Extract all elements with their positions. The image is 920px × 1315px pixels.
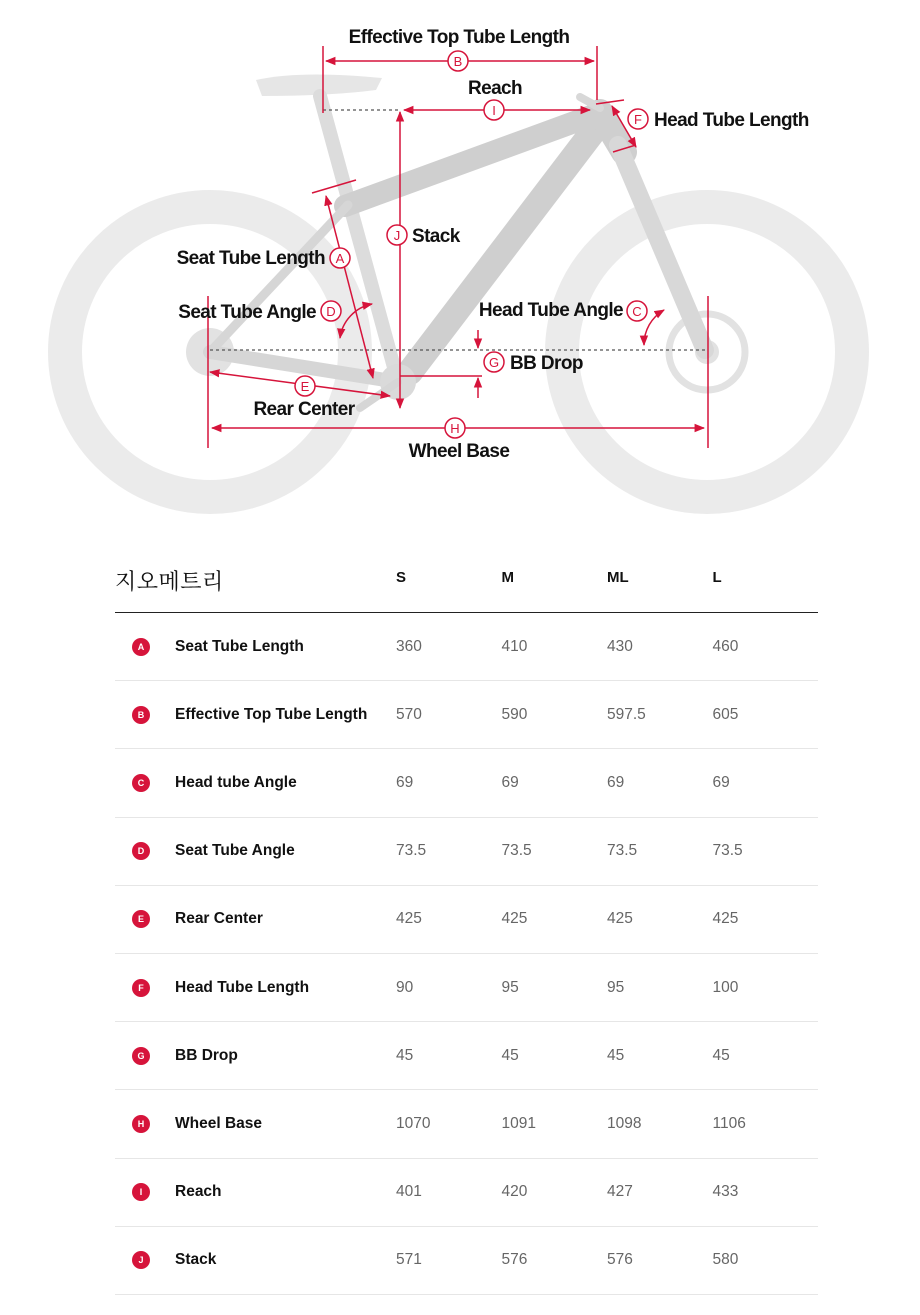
row-value-cell: 410 (501, 637, 528, 655)
row-measurement-name: Reach (175, 1183, 222, 1201)
row-value-cell: 460 (712, 637, 739, 655)
row-value-cell: 45 (396, 1046, 414, 1064)
table-body (115, 613, 818, 1295)
row-value-cell: 95 (607, 978, 625, 996)
label-stack: Stack (412, 226, 460, 247)
row-value-cell: 576 (501, 1251, 528, 1269)
svg-text:C: C (632, 304, 642, 319)
row-value-cell: 69 (501, 773, 519, 791)
label-head-tube-length: Head Tube Length (654, 110, 809, 131)
table-row (115, 818, 818, 886)
label-seat-tube-angle: Seat Tube Angle (178, 302, 316, 323)
row-measurement-name: Effective Top Tube Length (175, 705, 368, 723)
row-value-cell: 100 (712, 978, 739, 996)
svg-text:A: A (335, 251, 345, 266)
label-wheel-base: Wheel Base (408, 441, 510, 462)
bike-geometry-illustration (0, 0, 920, 520)
row-measurement-name: Head tube Angle (175, 773, 297, 791)
row-value-cell: 597.5 (607, 705, 646, 723)
row-value-cell: 360 (396, 637, 422, 655)
row-value-cell: 69 (607, 773, 625, 791)
label-seat-tube-length: Seat Tube Length (176, 248, 325, 269)
row-letter-badge: G (132, 1047, 150, 1065)
row-letter-badge: F (132, 979, 150, 997)
col-header-s: S (396, 568, 407, 586)
svg-text:I: I (492, 103, 496, 118)
row-letter-badge: B (132, 706, 150, 724)
table-row (115, 613, 818, 681)
row-value-cell: 425 (501, 910, 528, 928)
label-bb-drop: BB Drop (510, 353, 583, 374)
row-value-cell: 427 (607, 1183, 633, 1201)
row-measurement-name: Rear Center (175, 910, 263, 928)
row-value-cell: 1098 (607, 1114, 642, 1132)
label-rear-center: Rear Center (253, 399, 355, 420)
row-letter-badge: H (132, 1115, 150, 1133)
row-value-cell: 69 (712, 773, 730, 791)
geometry-table (115, 548, 818, 1295)
row-measurement-name: Wheel Base (175, 1114, 263, 1132)
row-value-cell: 73.5 (501, 842, 532, 860)
row-value-cell: 433 (712, 1183, 739, 1201)
row-value-cell: 1070 (396, 1114, 431, 1132)
svg-text:F: F (634, 112, 642, 127)
row-measurement-name: Head Tube Length (175, 978, 310, 996)
table-row (115, 1227, 818, 1295)
table-row (115, 1090, 818, 1158)
row-value-cell: 590 (501, 705, 528, 723)
row-value-cell: 401 (396, 1183, 422, 1201)
row-value-cell: 570 (396, 705, 422, 723)
row-letter-badge: I (132, 1183, 150, 1201)
svg-text:J: J (393, 228, 401, 243)
svg-text:H: H (450, 421, 460, 436)
row-letter-badge: A (132, 638, 150, 656)
row-value-cell: 576 (607, 1251, 633, 1269)
svg-text:G: G (488, 355, 500, 370)
row-value-cell: 73.5 (396, 842, 427, 860)
row-value-cell: 605 (712, 705, 739, 723)
table-row (115, 1159, 818, 1227)
label-reach: Reach (467, 78, 523, 99)
row-value-cell: 1106 (712, 1114, 746, 1132)
row-measurement-name: Stack (175, 1251, 217, 1269)
row-value-cell: 69 (396, 773, 414, 791)
row-measurement-name: BB Drop (175, 1046, 238, 1064)
row-value-cell: 425 (396, 910, 422, 928)
row-value-cell: 95 (501, 978, 519, 996)
svg-text:D: D (326, 304, 336, 319)
col-header-ml: ML (607, 568, 629, 586)
table-row (115, 886, 818, 954)
col-header-l: L (712, 568, 722, 586)
row-value-cell: 425 (712, 910, 739, 928)
table-title: 지오메트리 (115, 568, 224, 594)
row-value-cell: 73.5 (712, 842, 743, 860)
table-header (115, 548, 818, 613)
geometry-diagram (0, 0, 920, 520)
row-value-cell: 430 (607, 637, 633, 655)
row-value-cell: 45 (712, 1046, 730, 1064)
row-letter-badge: D (132, 842, 150, 860)
svg-text:E: E (300, 379, 310, 394)
row-value-cell: 580 (712, 1251, 739, 1269)
row-value-cell: 1091 (501, 1114, 536, 1132)
row-letter-badge: E (132, 910, 150, 928)
row-measurement-name: Seat Tube Angle (175, 842, 295, 860)
row-value-cell: 425 (607, 910, 633, 928)
table-row (115, 749, 818, 817)
row-value-cell: 90 (396, 978, 414, 996)
row-measurement-name: Seat Tube Length (175, 637, 304, 655)
label-effective-top-tube-length: Effective Top Tube Length (348, 27, 570, 48)
row-letter-badge: J (132, 1251, 150, 1269)
row-value-cell: 571 (396, 1251, 422, 1269)
col-header-m: M (501, 568, 514, 586)
row-letter-badge: C (132, 774, 150, 792)
row-value-cell: 73.5 (607, 842, 638, 860)
table-row (115, 1022, 818, 1090)
table-row (115, 681, 818, 749)
row-value-cell: 45 (607, 1046, 625, 1064)
row-value-cell: 45 (501, 1046, 519, 1064)
row-value-cell: 420 (501, 1183, 528, 1201)
label-head-tube-angle: Head Tube Angle (478, 300, 623, 321)
table-row (115, 954, 818, 1022)
svg-text:B: B (453, 54, 463, 69)
